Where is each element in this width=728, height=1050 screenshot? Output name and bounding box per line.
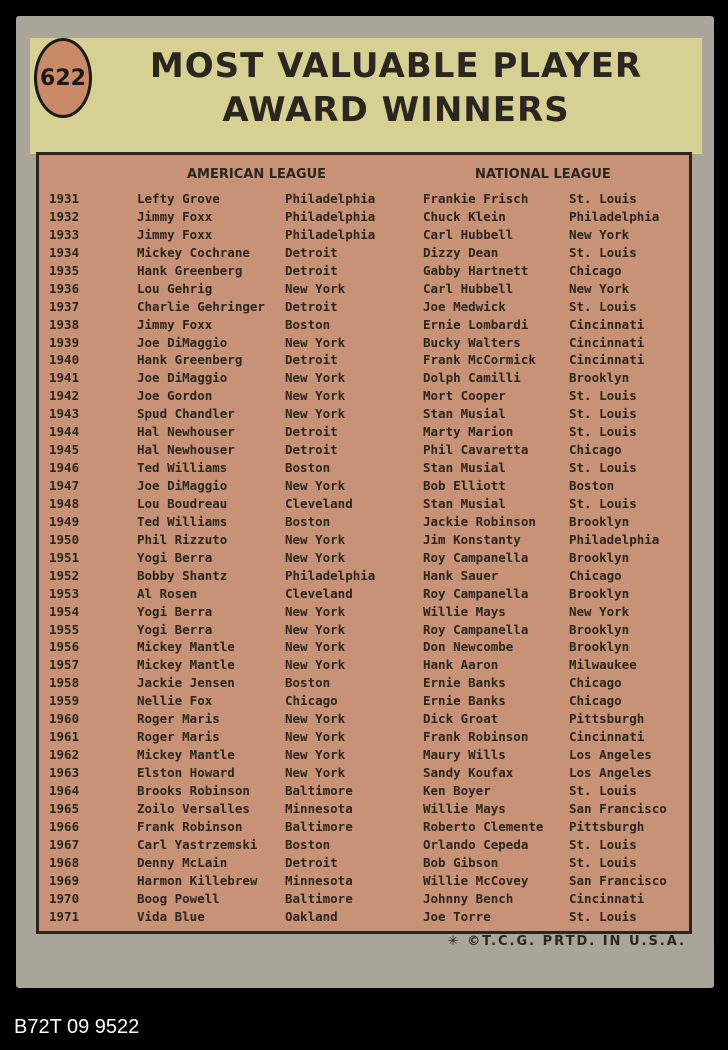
nl-player: Willie McCovey	[423, 872, 529, 888]
nl-player: Mort Cooper	[423, 388, 506, 404]
table-row	[39, 586, 689, 604]
nl-team: Milwaukee	[569, 657, 637, 673]
al-team: New York	[285, 334, 346, 350]
nl-team: Pittsburgh	[569, 818, 645, 834]
table-row	[39, 227, 689, 245]
al-player: Lou Gehrig	[137, 280, 213, 296]
row-year: 1955	[49, 621, 80, 637]
nl-team: Philadelphia	[569, 531, 660, 547]
al-team: Cleveland	[285, 495, 353, 511]
al-player: Ted Williams	[137, 460, 228, 476]
table-row	[39, 245, 689, 263]
card-number-badge: 622	[34, 38, 92, 118]
nl-team: St. Louis	[569, 782, 637, 798]
nl-player: Phil Cavaretta	[423, 442, 529, 458]
nl-team: Cincinnati	[569, 334, 645, 350]
nl-team: Brooklyn	[569, 621, 630, 637]
row-year: 1960	[49, 711, 80, 727]
al-team: Detroit	[285, 244, 338, 260]
nl-player: Ernie Banks	[423, 675, 506, 691]
al-player: Yogi Berra	[137, 603, 213, 619]
nl-player: Maury Wills	[423, 747, 506, 763]
nl-player: Carl Hubbell	[423, 226, 514, 242]
scan-label: B72T 09 9522	[14, 1016, 140, 1038]
row-year: 1946	[49, 460, 80, 476]
nl-player: Ernie Banks	[423, 693, 506, 709]
table-row	[39, 550, 689, 568]
al-team: New York	[285, 406, 346, 422]
row-year: 1931	[49, 191, 80, 206]
table-row	[39, 460, 689, 478]
al-player: Frank Robinson	[137, 818, 243, 834]
al-player: Nellie Fox	[137, 693, 213, 709]
row-year: 1953	[49, 585, 80, 601]
row-year: 1954	[49, 603, 80, 619]
nl-team: Cincinnati	[569, 316, 645, 332]
al-team: Philadelphia	[285, 567, 376, 583]
nl-player: Bucky Walters	[423, 334, 521, 350]
al-player: Spud Chandler	[137, 406, 235, 422]
table-row	[39, 909, 689, 927]
nl-team: St. Louis	[569, 191, 637, 206]
row-year: 1932	[49, 208, 80, 224]
nl-team: Chicago	[569, 442, 622, 458]
nl-player: Roy Campanella	[423, 549, 529, 565]
row-year: 1963	[49, 765, 80, 780]
mvp-table-panel	[36, 152, 692, 934]
table-row	[39, 675, 689, 693]
row-year: 1939	[49, 334, 80, 350]
row-year: 1957	[49, 657, 80, 673]
al-team: Boston	[285, 836, 331, 852]
nl-team: St. Louis	[569, 388, 637, 404]
table-row	[39, 514, 689, 532]
nl-player: Dick Groat	[423, 711, 499, 727]
nl-team: New York	[569, 603, 630, 619]
baseball-card-back	[16, 16, 714, 988]
nl-player: Gabby Hartnett	[423, 262, 529, 278]
row-year: 1965	[49, 800, 80, 816]
al-player: Brooks Robinson	[137, 782, 250, 798]
nl-team: St. Louis	[569, 908, 637, 924]
table-row	[39, 711, 689, 729]
nl-team: Brooklyn	[569, 370, 630, 386]
table-row	[39, 693, 689, 711]
al-player: Joe DiMaggio	[137, 370, 228, 386]
row-year: 1936	[49, 280, 80, 296]
row-year: 1958	[49, 675, 80, 691]
table-row	[39, 568, 689, 586]
row-year: 1943	[49, 406, 80, 422]
table-row	[39, 639, 689, 657]
al-player: Hank Greenberg	[137, 352, 243, 368]
al-team: Boston	[285, 513, 331, 529]
nl-team: San Francisco	[569, 872, 667, 888]
nl-player: Frankie Frisch	[423, 191, 529, 206]
nl-player: Roberto Clemente	[423, 818, 544, 834]
table-row	[39, 765, 689, 783]
row-year: 1966	[49, 818, 80, 834]
nl-team: Chicago	[569, 693, 622, 709]
row-year: 1971	[49, 908, 80, 924]
table-row	[39, 478, 689, 496]
table-row	[39, 729, 689, 747]
al-team: New York	[285, 639, 346, 655]
copyright-footer: ✳ ©T.C.G. PRTD. IN U.S.A.	[447, 934, 686, 949]
nl-team: St. Louis	[569, 424, 637, 440]
table-row	[39, 657, 689, 675]
nl-player: Willie Mays	[423, 603, 506, 619]
row-year: 1935	[49, 262, 80, 278]
nl-player: Sandy Koufax	[423, 765, 514, 780]
table-row	[39, 855, 689, 873]
nl-team: Chicago	[569, 262, 622, 278]
nl-team: San Francisco	[569, 800, 667, 816]
al-player: Hal Newhouser	[137, 424, 235, 440]
al-player: Jimmy Foxx	[137, 208, 213, 224]
row-year: 1947	[49, 478, 80, 493]
nl-team: St. Louis	[569, 298, 637, 314]
table-row	[39, 209, 689, 227]
al-team: Detroit	[285, 854, 338, 870]
row-year: 1949	[49, 513, 80, 529]
nl-player: Stan Musial	[423, 495, 506, 511]
table-row	[39, 424, 689, 442]
al-player: Carl Yastrzemski	[137, 836, 258, 852]
table-row	[39, 263, 689, 281]
nl-player: Hank Aaron	[423, 657, 499, 673]
al-player: Harmon Killebrew	[137, 872, 258, 888]
al-team: Philadelphia	[285, 191, 376, 206]
nl-player: Johnny Bench	[423, 890, 514, 906]
nl-player: Frank McCormick	[423, 352, 536, 368]
table-row	[39, 837, 689, 855]
al-team: Boston	[285, 316, 331, 332]
table-row	[39, 352, 689, 370]
row-year: 1961	[49, 729, 80, 745]
al-team: New York	[285, 549, 346, 565]
al-team: Minnesota	[285, 872, 353, 888]
row-year: 1969	[49, 872, 80, 888]
al-team: Minnesota	[285, 800, 353, 816]
nl-team: St. Louis	[569, 495, 637, 511]
al-team: Baltimore	[285, 818, 353, 834]
nl-player: Bob Gibson	[423, 854, 499, 870]
al-team: Baltimore	[285, 890, 353, 906]
nl-team: St. Louis	[569, 460, 637, 476]
al-team: New York	[285, 603, 346, 619]
row-year: 1967	[49, 836, 80, 852]
al-team: Philadelphia	[285, 226, 376, 242]
row-year: 1970	[49, 890, 80, 906]
table-row	[39, 622, 689, 640]
nl-player: Marty Marion	[423, 424, 514, 440]
nl-player: Jim Konstanty	[423, 531, 521, 547]
table-row	[39, 891, 689, 909]
nl-player: Willie Mays	[423, 800, 506, 816]
row-year: 1945	[49, 442, 80, 458]
nl-player: Dolph Camilli	[423, 370, 521, 386]
nl-team: Chicago	[569, 567, 622, 583]
al-player: Vida Blue	[137, 908, 205, 924]
nl-player: Chuck Klein	[423, 208, 506, 224]
row-year: 1948	[49, 495, 80, 511]
al-team: Boston	[285, 675, 331, 691]
nl-player: Carl Hubbell	[423, 280, 514, 296]
al-player: Zoilo Versalles	[137, 800, 250, 816]
al-team: New York	[285, 478, 346, 493]
nl-player: Dizzy Dean	[423, 244, 499, 260]
al-player: Boog Powell	[137, 890, 220, 906]
al-player: Joe DiMaggio	[137, 334, 228, 350]
row-year: 1934	[49, 244, 80, 260]
table-row	[39, 604, 689, 622]
al-player: Mickey Cochrane	[137, 244, 250, 260]
mvp-rows	[39, 191, 689, 926]
al-team: Philadelphia	[285, 208, 376, 224]
table-row	[39, 819, 689, 837]
nl-player: Joe Medwick	[423, 298, 506, 314]
national-league-heading: NATIONAL LEAGUE	[475, 167, 611, 182]
table-row	[39, 370, 689, 388]
al-team: New York	[285, 531, 346, 547]
nl-team: Chicago	[569, 675, 622, 691]
al-player: Charlie Gehringer	[137, 298, 265, 314]
card-title-line1: MOST VALUABLE PLAYER	[149, 46, 643, 86]
nl-team: New York	[569, 226, 630, 242]
nl-team: Los Angeles	[569, 765, 652, 780]
al-player: Phil Rizzuto	[137, 531, 228, 547]
nl-team: New York	[569, 280, 630, 296]
nl-team: Los Angeles	[569, 747, 652, 763]
al-team: Oakland	[285, 908, 338, 924]
al-team: New York	[285, 711, 346, 727]
table-row	[39, 801, 689, 819]
nl-team: St. Louis	[569, 854, 637, 870]
row-year: 1964	[49, 782, 80, 798]
al-team: New York	[285, 280, 346, 296]
al-player: Lou Boudreau	[137, 495, 228, 511]
table-row	[39, 299, 689, 317]
row-year: 1962	[49, 747, 80, 763]
al-player: Al Rosen	[137, 585, 198, 601]
nl-team: Cincinnati	[569, 729, 645, 745]
nl-team: Boston	[569, 478, 615, 493]
al-player: Ted Williams	[137, 513, 228, 529]
table-row	[39, 783, 689, 801]
al-team: New York	[285, 747, 346, 763]
table-row	[39, 496, 689, 514]
american-league-heading: AMERICAN LEAGUE	[187, 167, 327, 182]
al-team: New York	[285, 370, 346, 386]
table-row	[39, 281, 689, 299]
row-year: 1940	[49, 352, 80, 368]
nl-player: Jackie Robinson	[423, 513, 536, 529]
al-player: Hank Greenberg	[137, 262, 243, 278]
al-player: Mickey Mantle	[137, 747, 235, 763]
row-year: 1942	[49, 388, 80, 404]
row-year: 1937	[49, 298, 80, 314]
row-year: 1951	[49, 549, 80, 565]
row-year: 1941	[49, 370, 80, 386]
row-year: 1959	[49, 693, 80, 709]
nl-player: Hank Sauer	[423, 567, 499, 583]
nl-player: Roy Campanella	[423, 621, 529, 637]
nl-player: Stan Musial	[423, 460, 506, 476]
al-team: Baltimore	[285, 782, 353, 798]
nl-player: Frank Robinson	[423, 729, 529, 745]
table-row	[39, 532, 689, 550]
al-player: Mickey Mantle	[137, 639, 235, 655]
card-title-line2: AWARD WINNERS	[222, 90, 570, 130]
nl-team: Cincinnati	[569, 890, 645, 906]
nl-team: St. Louis	[569, 836, 637, 852]
al-team: New York	[285, 765, 346, 780]
al-team: New York	[285, 657, 346, 673]
nl-team: St. Louis	[569, 244, 637, 260]
al-player: Roger Maris	[137, 729, 220, 745]
al-team: Detroit	[285, 298, 338, 314]
al-player: Joe DiMaggio	[137, 478, 228, 493]
al-team: New York	[285, 729, 346, 745]
al-player: Hal Newhouser	[137, 442, 235, 458]
nl-team: St. Louis	[569, 406, 637, 422]
table-row	[39, 747, 689, 765]
al-player: Yogi Berra	[137, 621, 213, 637]
row-year: 1952	[49, 567, 80, 583]
row-year: 1956	[49, 639, 80, 655]
al-player: Denny McLain	[137, 854, 228, 870]
nl-player: Bob Elliott	[423, 478, 506, 493]
table-row	[39, 191, 689, 209]
nl-team: Pittsburgh	[569, 711, 645, 727]
al-player: Yogi Berra	[137, 549, 213, 565]
al-team: Detroit	[285, 352, 338, 368]
table-row	[39, 388, 689, 406]
al-team: Detroit	[285, 424, 338, 440]
al-player: Bobby Shantz	[137, 567, 228, 583]
table-row	[39, 406, 689, 424]
table-row	[39, 335, 689, 353]
nl-team: Philadelphia	[569, 208, 660, 224]
al-player: Roger Maris	[137, 711, 220, 727]
row-year: 1938	[49, 316, 80, 332]
row-year: 1950	[49, 531, 80, 547]
al-team: Detroit	[285, 262, 338, 278]
al-team: Chicago	[285, 693, 338, 709]
al-player: Lefty Grove	[137, 191, 220, 206]
nl-team: Cincinnati	[569, 352, 645, 368]
nl-player: Orlando Cepeda	[423, 836, 529, 852]
al-player: Jimmy Foxx	[137, 316, 213, 332]
nl-team: Brooklyn	[569, 639, 630, 655]
al-player: Jackie Jensen	[137, 675, 235, 691]
al-team: Boston	[285, 460, 331, 476]
table-row	[39, 873, 689, 891]
nl-player: Roy Campanella	[423, 585, 529, 601]
al-player: Jimmy Foxx	[137, 226, 213, 242]
al-player: Joe Gordon	[137, 388, 213, 404]
al-player: Elston Howard	[137, 765, 235, 780]
nl-player: Joe Torre	[423, 908, 491, 924]
al-team: New York	[285, 621, 346, 637]
al-team: New York	[285, 388, 346, 404]
table-row	[39, 442, 689, 460]
nl-team: Brooklyn	[569, 585, 630, 601]
row-year: 1933	[49, 226, 80, 242]
al-team: Detroit	[285, 442, 338, 458]
row-year: 1944	[49, 424, 80, 440]
row-year: 1968	[49, 854, 80, 870]
nl-player: Ken Boyer	[423, 782, 491, 798]
al-team: Cleveland	[285, 585, 353, 601]
nl-team: Brooklyn	[569, 513, 630, 529]
table-row	[39, 317, 689, 335]
nl-player: Don Newcombe	[423, 639, 514, 655]
nl-player: Ernie Lombardi	[423, 316, 529, 332]
nl-team: Brooklyn	[569, 549, 630, 565]
al-player: Mickey Mantle	[137, 657, 235, 673]
nl-player: Stan Musial	[423, 406, 506, 422]
